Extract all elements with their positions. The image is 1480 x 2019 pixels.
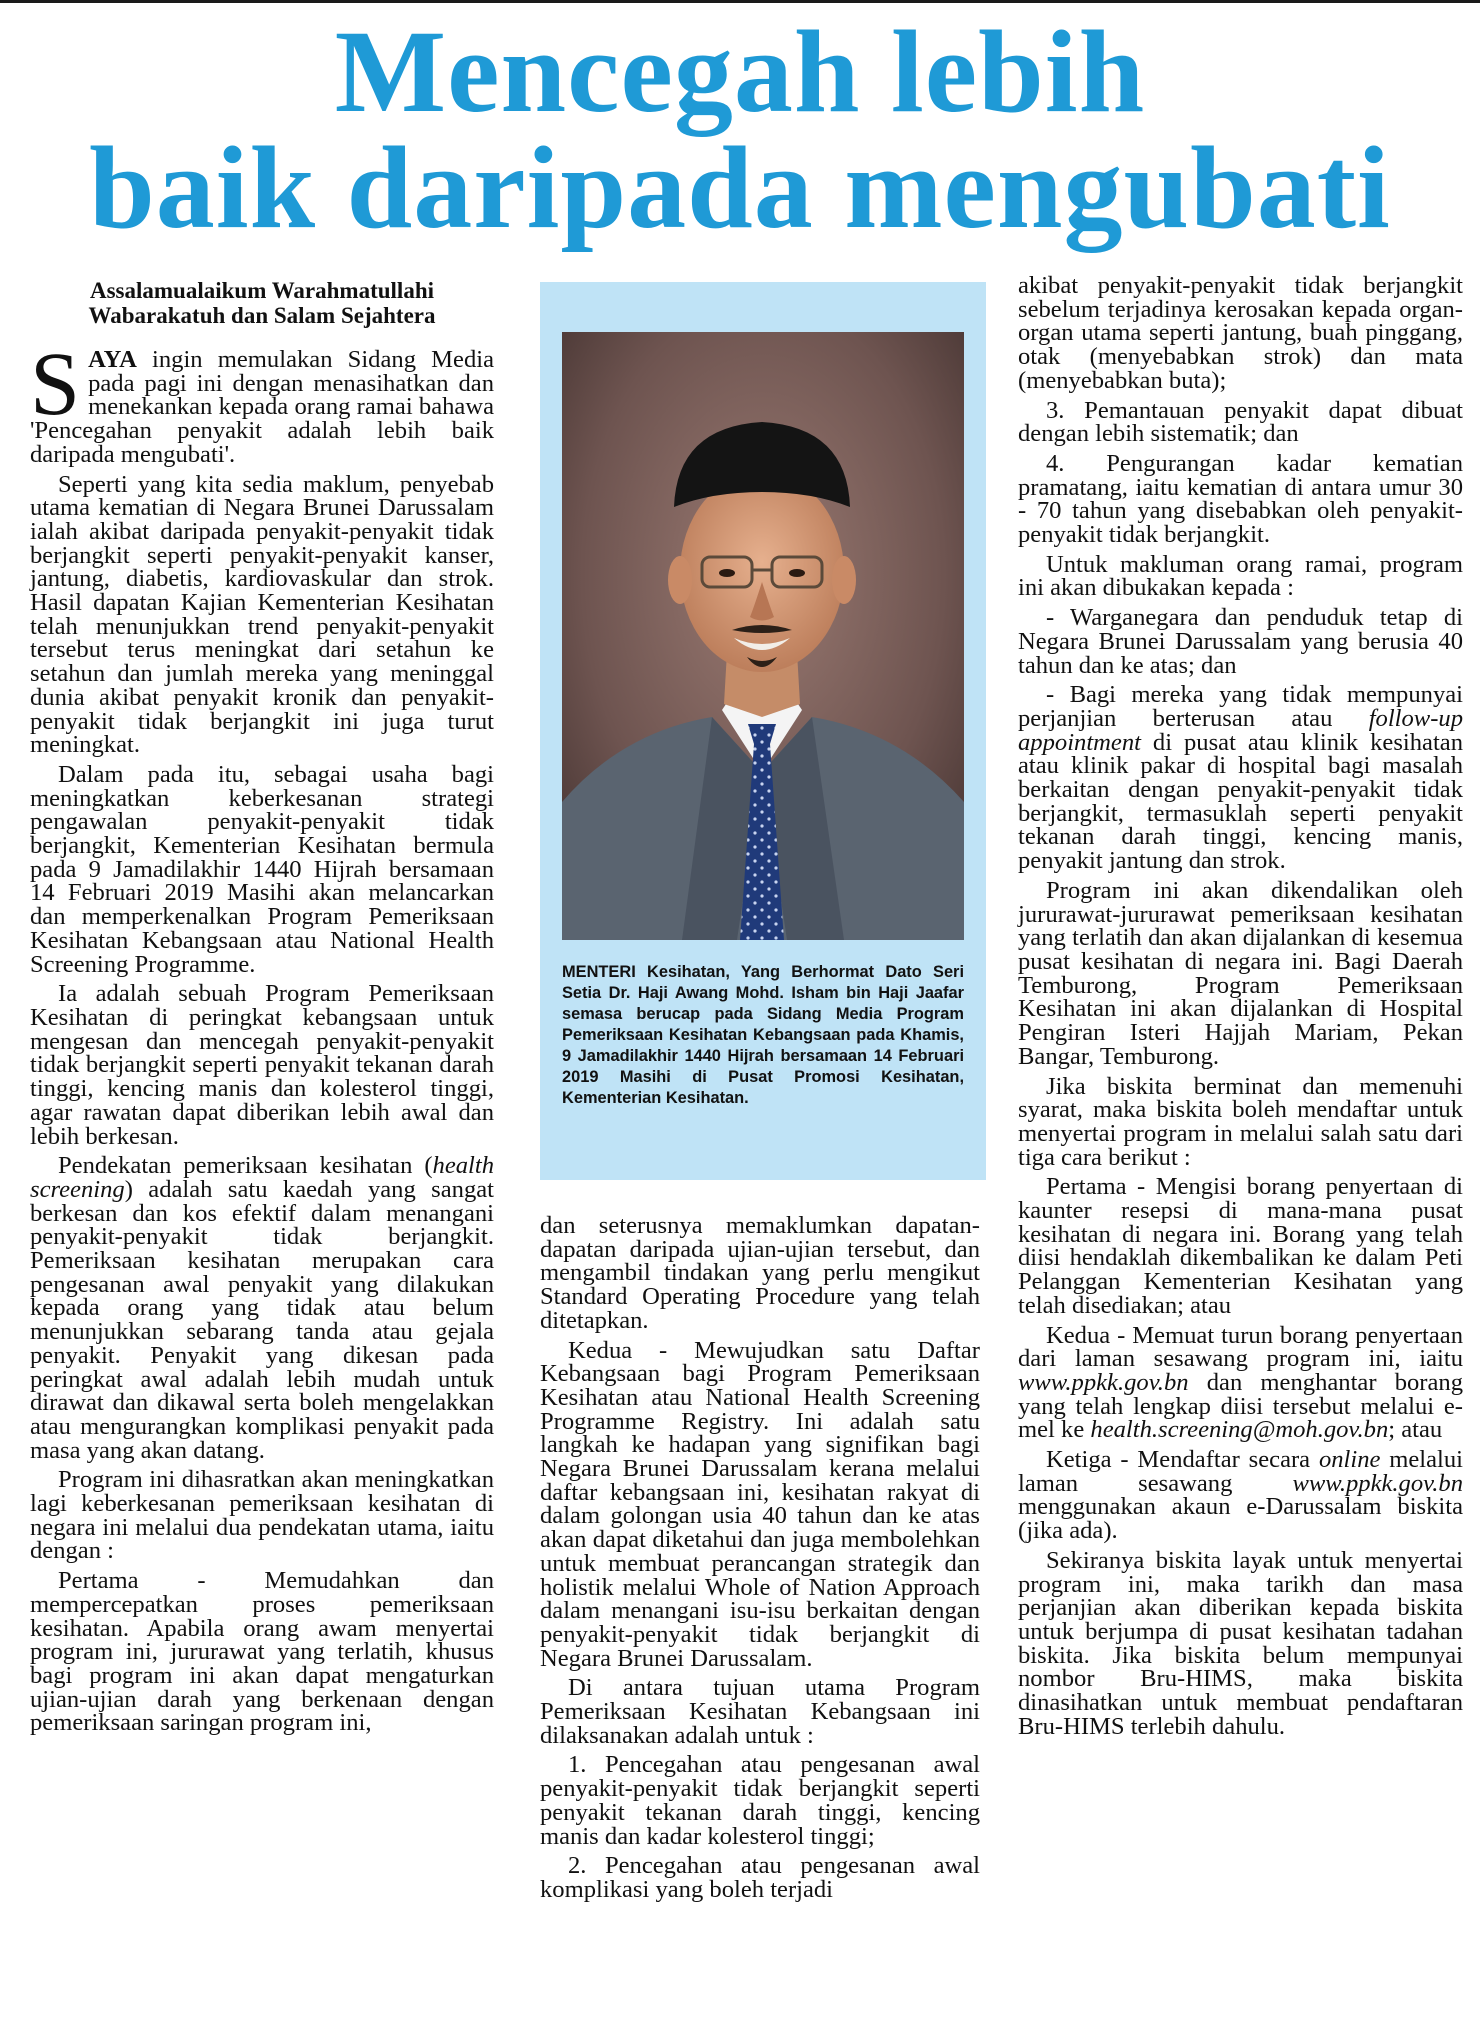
list-item: - Warganegara dan penduduk tetap di Negara Brunei Darussalam yang berusia 40 tahun dan ke atas; dan xyxy=(1018,604,1463,679)
top-rule xyxy=(0,0,1480,3)
portrait-illustration xyxy=(562,332,964,940)
text-run: melalui laman sesawang xyxy=(1018,1446,1464,1497)
paragraph: Pertama - Memudahkan dan mempercepatkan proses pemeriksaan kesihatan. Apabila orang awam menyertai program ini, jururawat yang terlatih, khusus bagi program ini akan dapat mengaturkan ujian-ujian darah yang berkenaan dengan pemeriksaan saringan program ini, xyxy=(30,1567,494,1737)
text-run: Ketiga - Mendaftar secara xyxy=(1046,1446,1319,1474)
text-run: di pusat atau klinik kesihatan atau klinik pakar di hospital bagi masalah berkaitan dengan penyakit-penyakit tidak berjangkit, termasuklah seperti penyakit tekanan darah tinggi, kencing manis, penyakit jantung dan strok. xyxy=(1018,728,1463,875)
list-item: 2. Pencegahan atau pengesanan awal komplikasi yang boleh terjadi xyxy=(540,1852,980,1903)
italic-term: online xyxy=(1318,1446,1381,1474)
article-column-3 xyxy=(1018,274,1463,1744)
headline-line-1: Mencegah lebih xyxy=(334,6,1146,137)
list-item: 4. Pengurangan kadar kematian pramatang, iaitu kematian di antara umur 30 - 70 tahun yang disebabkan oleh penyakit-penyakit tidak berjangkit. xyxy=(1018,449,1463,549)
greeting xyxy=(30,278,494,328)
greeting-line-2: Wabarakatuh dan Salam Sejahtera xyxy=(88,303,436,328)
paragraph: Pertama - Mengisi borang penyertaan di kaunter resepsi di mana-mana pusat kesihatan di negara ini. Borang yang telah diisi hendaklah dikembalikan ke dalam Peti Pelanggan Kementerian Kesihatan yang telah disediakan; atau xyxy=(1018,1173,1463,1319)
list-item: 1. Pencegahan atau pengesanan awal penyakit-penyakit tidak berjangkit seperti penyakit tekanan darah tinggi, kencing manis dan kadar kolesterol tinggi; xyxy=(540,1751,980,1850)
paragraph xyxy=(1018,1321,1463,1444)
photo-caption: MENTERI Kesihatan, Yang Berhormat Dato Seri Setia Dr. Haji Awang Mohd. Isham bin Haji Jaafar semasa berucap pada Sidang Media Program Pemeriksaan Kesihatan Kebangsaan pada Khamis, 9 Jamadilakhir 1440 Hijrah bersamaan 14 Februari 2019 Masihi di Pusat Promosi Kesihatan, Kementerian Kesihatan. xyxy=(562,963,964,1107)
portrait-photo xyxy=(562,332,964,940)
website-url: www.ppkk.gov.bn xyxy=(1018,1368,1189,1396)
text-run: dan menghantar borang yang telah lengkap diisi tersebut melalui e-mel ke xyxy=(1018,1368,1463,1444)
email-address: health.screening@moh.gov.bn xyxy=(1090,1416,1389,1444)
text-run: ) adalah satu kaedah yang sangat berkesan dan kos efektif dalam menangani penyakit-penyakit tidak berjangkit. Pemeriksaan kesihatan merupakan cara pengesanan awal penyakit yang dilakukan kepada orang yang tidak atau belum menunjukkan sebarang tanda atau gejala penyakit. Penyakit yang dikesan pada peringkat awal adalah lebih mudah untuk dirawat dan dikawal serta boleh mengelakkan atau mengurangkan komplikasi penyakit pada masa yang akan datang. xyxy=(30,1175,494,1464)
italic-term: health screening xyxy=(30,1152,494,1203)
text-run: Kedua - Memuat turun borang penyertaan dari laman sesawang program ini, iaitu xyxy=(1018,1321,1463,1373)
text-run: - Bagi mereka yang tidak mempunyai perjanjian berterusan atau xyxy=(1018,681,1463,732)
list-item xyxy=(1018,683,1463,873)
opening-text: ingin memulakan Sidang Media pada pagi ini dengan menasihatkan dan menekankan kepada orang ramai bahawa 'Pencegahan penyakit adalah lebih baik daripada mengubati'. xyxy=(30,346,494,468)
text-run: Pendekatan pemeriksaan kesihatan ( xyxy=(58,1152,433,1180)
greeting-line-1: Assalamualaikum Warahmatullahi xyxy=(89,278,434,303)
headline xyxy=(0,6,1480,253)
article-column-1 xyxy=(30,278,494,1741)
paragraph: Kedua - Mewujudkan satu Daftar Kebangsaan bagi Program Pemeriksaan Kesihatan atau National Health Screening Programme Registry. Ini adalah satu langkah ke hadapan yang signifikan bagi Negara Brunei Darussalam kerana melalui daftar kebangsaan ini, kesihatan rakyat di dalam golongan usia 40 tahun dan ke atas akan dapat diketahui dan juga membolehkan untuk membuat perancangan strategik dan holistik melalui Whole of Nation Approach dalam menangani isu-isu berkaitan dengan penyakit-penyakit tidak berjangkit di Negara Brunei Darussalam. xyxy=(540,1336,980,1672)
paragraph: Program ini dihasratkan akan meningkatkan lagi keberkesanan pemeriksaan kesihatan di negara ini melalui dua pendekatan utama, iaitu dengan : xyxy=(30,1466,494,1565)
paragraph xyxy=(1018,1448,1463,1543)
opening-paragraph xyxy=(30,335,494,468)
paragraph: Di antara tujuan utama Program Pemeriksaan Kesihatan Kebangsaan ini dilaksanakan adalah untuk : xyxy=(540,1674,980,1749)
photo-box xyxy=(540,282,986,1180)
website-url: www.ppkk.gov.bn xyxy=(1292,1469,1463,1497)
text-run: menggunakan akaun e-Darussalam biskita (jika ada). xyxy=(1018,1493,1463,1545)
paragraph: Ia adalah sebuah Program Pemeriksaan Kesihatan di peringkat kebangsaan untuk mengesan dan mencegah penyakit-penyakit tidak berjangkit seperti penyakit tekanan darah tinggi, kencing manis dan kolesterol tinggi, agar rawatan dapat diberikan lebih awal dan lebih berkesan. xyxy=(30,980,494,1150)
paragraph: Program ini akan dikendalikan oleh jururawat-jururawat pemeriksaan kesihatan yang terlatih dan akan dijalankan di kesemua pusat kesihatan di negara ini. Bagi Daerah Temburong, Program Pemeriksaan Kesihatan ini akan dijalankan di Hospital Pengiran Isteri Hajjah Mariam, Pekan Bangar, Temburong. xyxy=(1018,876,1463,1070)
text-run: ; atau xyxy=(1388,1416,1443,1444)
headline-line-2: baik daripada mengubati xyxy=(89,122,1391,253)
paragraph: Dalam pada itu, sebagai usaha bagi meningkatkan keberkesanan strategi pengawalan penyakit-penyakit tidak berjangkit, Kementerian Kesihatan bermula pada 9 Jamadilakhir 1440 Hijrah bersamaan 14 Februari 2019 Masihi akan melancarkan dan memperkenalkan Program Pemeriksaan Kesihatan Kebangsaan atau National Health Screening Programme. xyxy=(30,760,494,978)
paragraph: Seperti yang kita sedia maklum, penyebab utama kematian di Negara Brunei Darussalam ialah akibat daripada penyakit-penyakit tidak berjangkit seperti penyakit-penyakit kanser, jantung, diabetis, kardiovaskular dan strok. Hasil dapatan Kajian Kementerian Kesihatan telah menunjukkan trend penyakit-penyakit tersebut terus meningkat dari setahun ke setahun dan jumlah mereka yang meninggal dunia akibat penyakit kronik dan penyakit-penyakit tidak berjangkit ini juga turut meningkat. xyxy=(30,470,494,759)
paragraph: dan seterusnya memaklumkan dapatan-dapatan daripada ujian-ujian tersebut, dan mengambil tindakan yang perlu mengikut Standard Operating Procedure yang telah ditetapkan. xyxy=(540,1212,980,1334)
drop-cap: S xyxy=(30,335,81,434)
paragraph: Sekiranya biskita layak untuk menyertai program ini, maka tarikh dan masa perjanjian akan diberikan kepada biskita untuk berjumpa di pusat kesihatan tadahan biskita. Jika biskita belum mempunyai nombor Bru-HIMS, maka biskita dinasihatkan untuk membuat pendaftaran Bru-HIMS terlebih dahulu. xyxy=(1018,1546,1463,1740)
paragraph: Jika biskita berminat dan memenuhi syarat, maka biskita boleh mendaftar untuk menyertai program in melalui salah satu dari tiga cara berikut : xyxy=(1018,1072,1463,1171)
article-column-2 xyxy=(540,1214,980,1908)
paragraph xyxy=(30,1154,494,1462)
list-item: 3. Pemantauan penyakit dapat dibuat dengan lebih sistematik; dan xyxy=(1018,396,1463,448)
paragraph: Untuk makluman orang ramai, program ini akan dibukakan kepada : xyxy=(1018,550,1463,602)
paragraph: akibat penyakit-penyakit tidak berjangkit sebelum terjadinya kerosakan kepada organ-organ utama seperti jantung, buah pinggang, otak (menyebabkan strok) dan mata (menyebabkan buta); xyxy=(1018,272,1463,394)
italic-term: follow-up appointment xyxy=(1018,704,1463,756)
lead-in: AYA xyxy=(88,346,137,373)
